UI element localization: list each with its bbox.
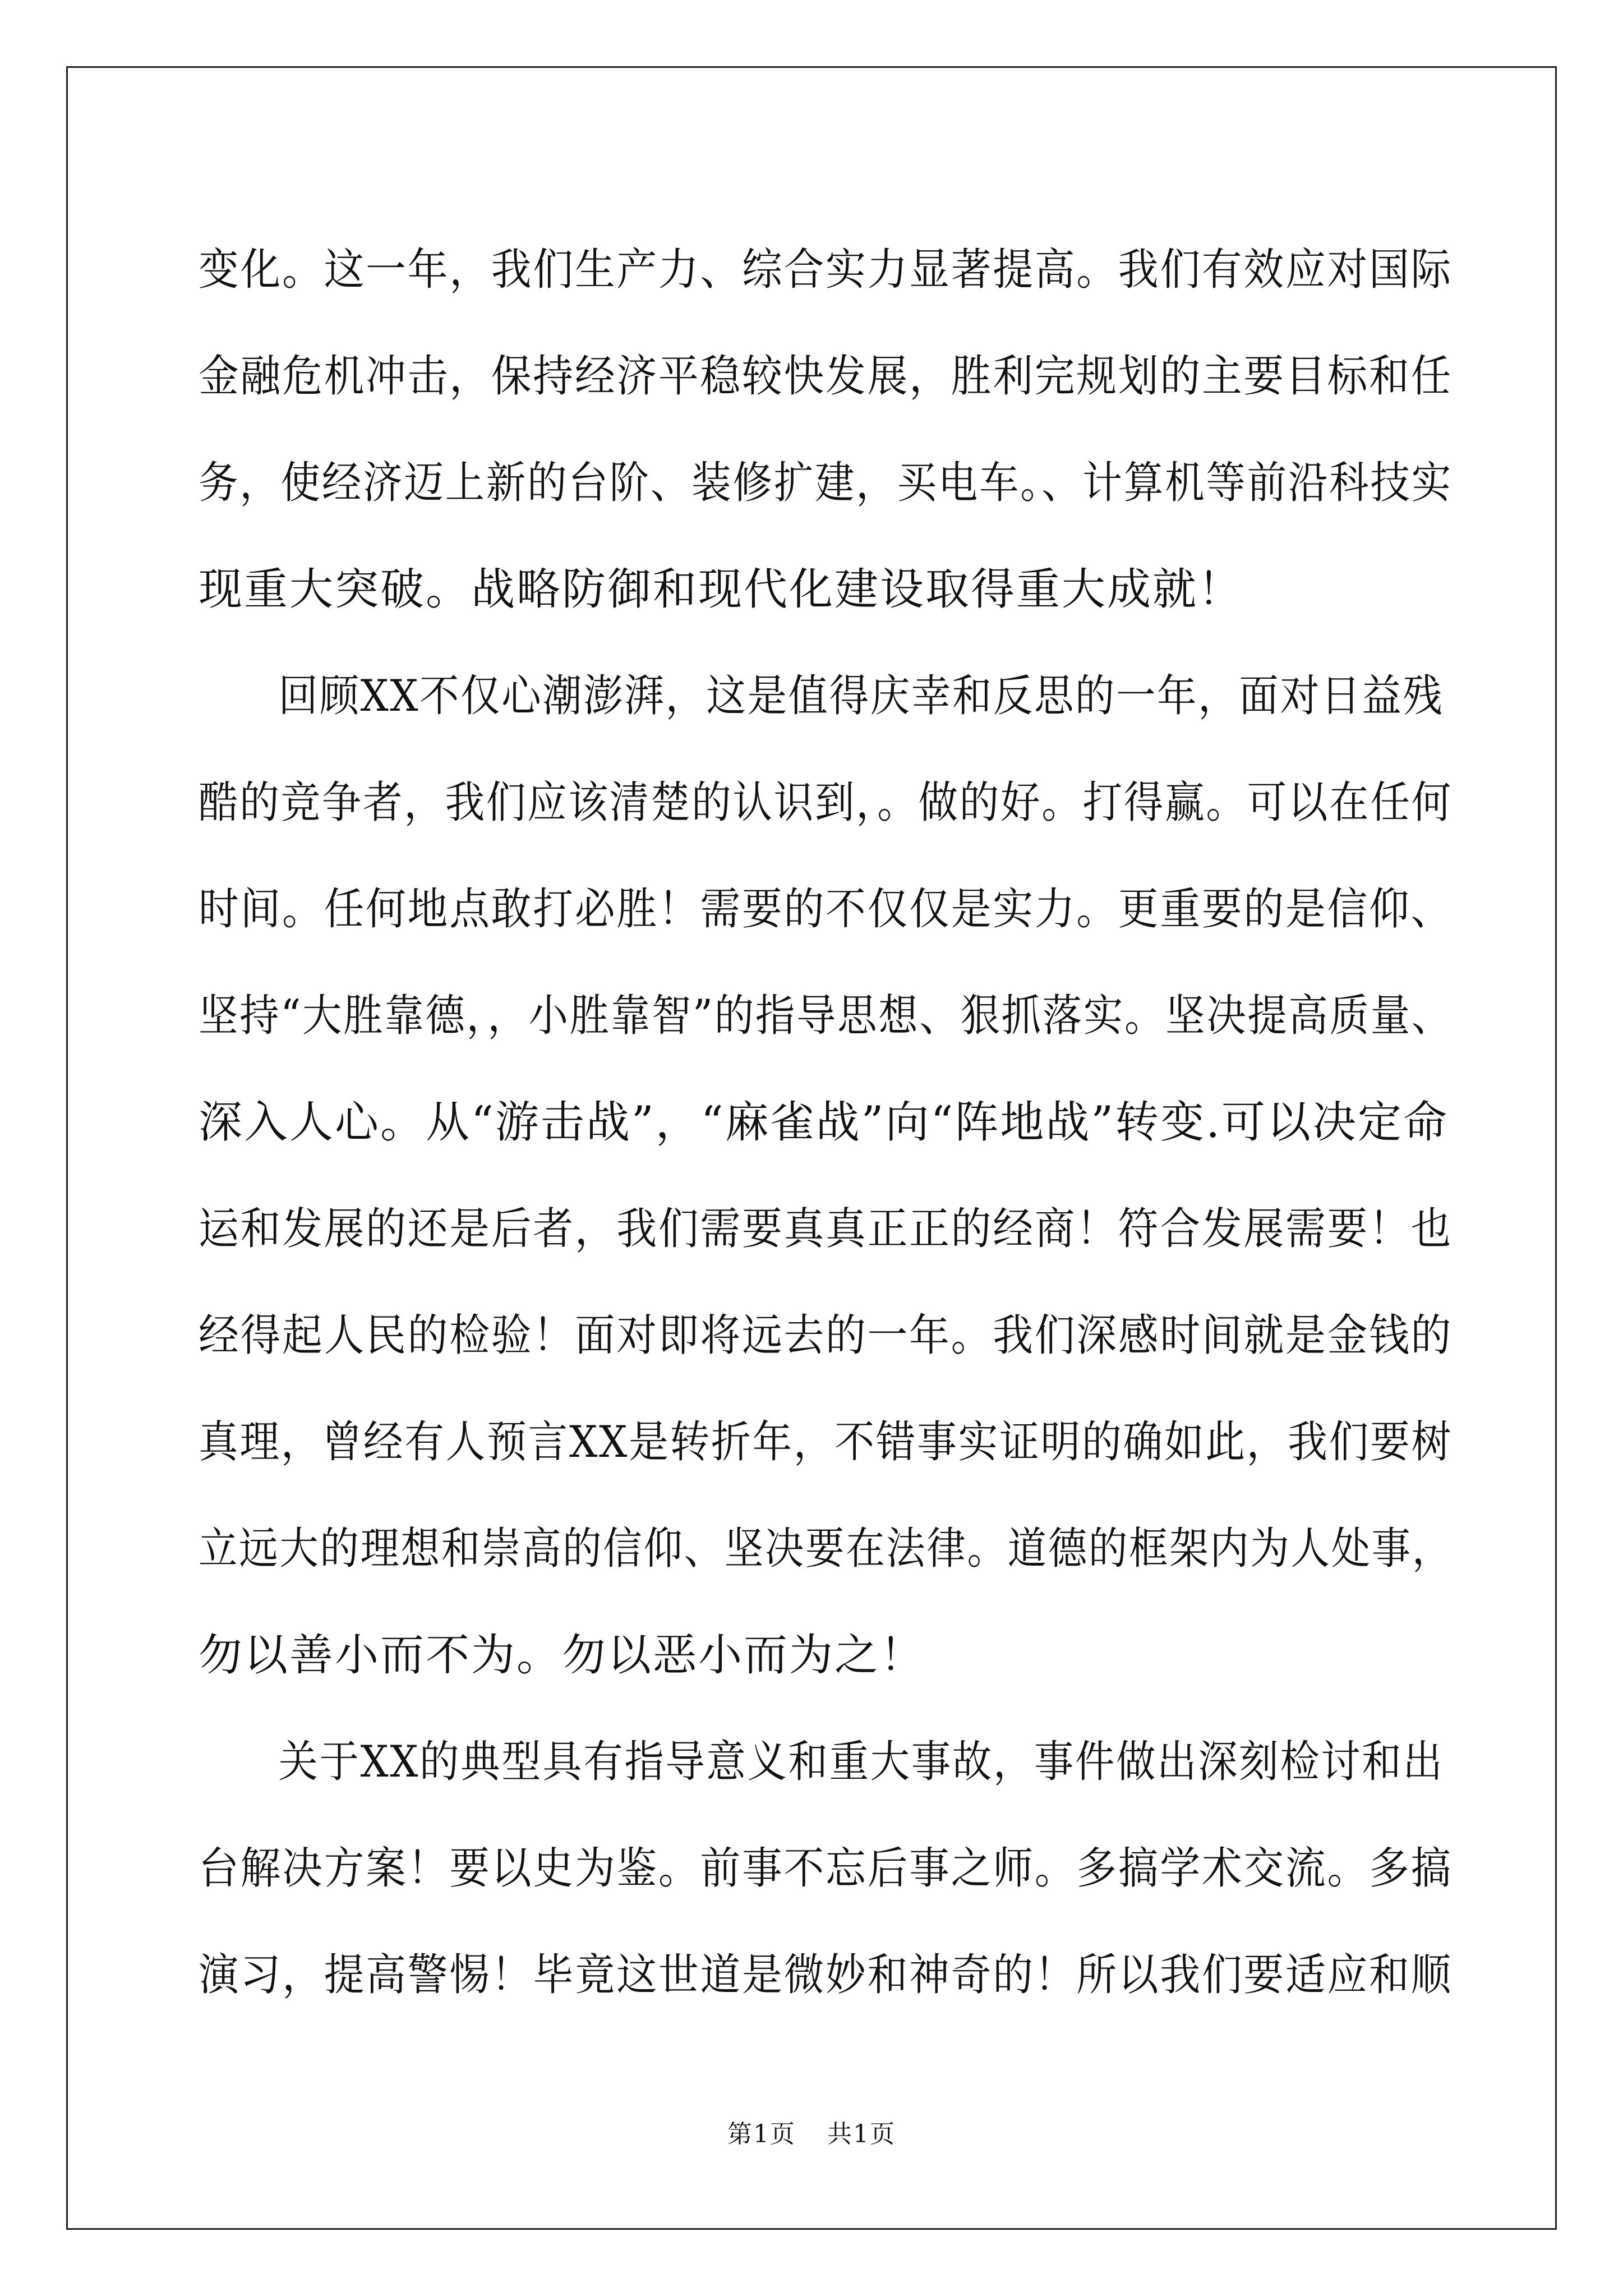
page-number: 第1页	[727, 2120, 796, 2148]
text-line: 立远大的理想和崇高的信仰、坚决要在法律。道德的框架内为人处事，	[199, 1524, 1453, 1574]
text-line: 变化。这一年，我们生产力、综合实力显著提高。我们有效应对国际	[199, 245, 1453, 295]
text-line: 深入人心。从“游击战”，“麻雀战”向“阵地战”转变.可以决定命	[199, 1097, 1449, 1148]
text-line: 真理，曾经有人预言XX是转折年，不错事实证明的确如此，我们要树	[199, 1417, 1453, 1467]
text-line: 坚持“大胜靠德，，小胜靠智”的指导思想、狠抓落实。坚决提高质量、	[199, 991, 1453, 1041]
text-line: 演习，提高警惕！毕竟这世道是微妙和神奇的！所以我们要适应和顺	[199, 1950, 1453, 2000]
text-line: 关于XX的典型具有指导意义和重大事故，事件做出深刻检讨和出	[278, 1737, 1444, 1787]
paragraph-1	[199, 217, 1453, 643]
paragraph-3	[199, 1709, 1453, 2028]
text-line: 运和发展的还是后者，我们需要真真正正的经商！符合发展需要！也	[199, 1204, 1453, 1254]
page-footer	[0, 2114, 1623, 2150]
paragraph-2	[199, 643, 1453, 1709]
text-line: 酷的竞争者，我们应该清楚的认识到，。做的好。打得赢。可以在任何	[199, 777, 1453, 828]
text-line: 务，使经济迈上新的台阶、装修扩建，买电车。、计算机等前沿科技实	[199, 458, 1453, 508]
text-line: 经得起人民的检验！面对即将远去的一年。我们深感时间就是金钱的	[199, 1310, 1453, 1361]
text-line: 时间。任何地点敢打必胜！需要的不仅仅是实力。更重要的是信仰、	[199, 884, 1453, 935]
text-line: 回顾XX不仅心潮澎湃，这是值得庆幸和反思的一年，面对日益残	[278, 671, 1444, 721]
document-body	[199, 217, 1453, 2028]
page-total: 共1页	[827, 2120, 896, 2148]
text-line: 现重大突破。战略防御和现代化建设取得重大成就！	[199, 564, 1244, 615]
text-line: 台解决方案！要以史为鉴。前事不忘后事之师。多搞学术交流。多搞	[199, 1843, 1453, 1894]
text-line: 勿以善小而不为。勿以恶小而为之！	[199, 1630, 926, 1681]
text-line: 金融危机冲击，保持经济平稳较快发展，胜利完规划的主要目标和任	[199, 351, 1453, 402]
